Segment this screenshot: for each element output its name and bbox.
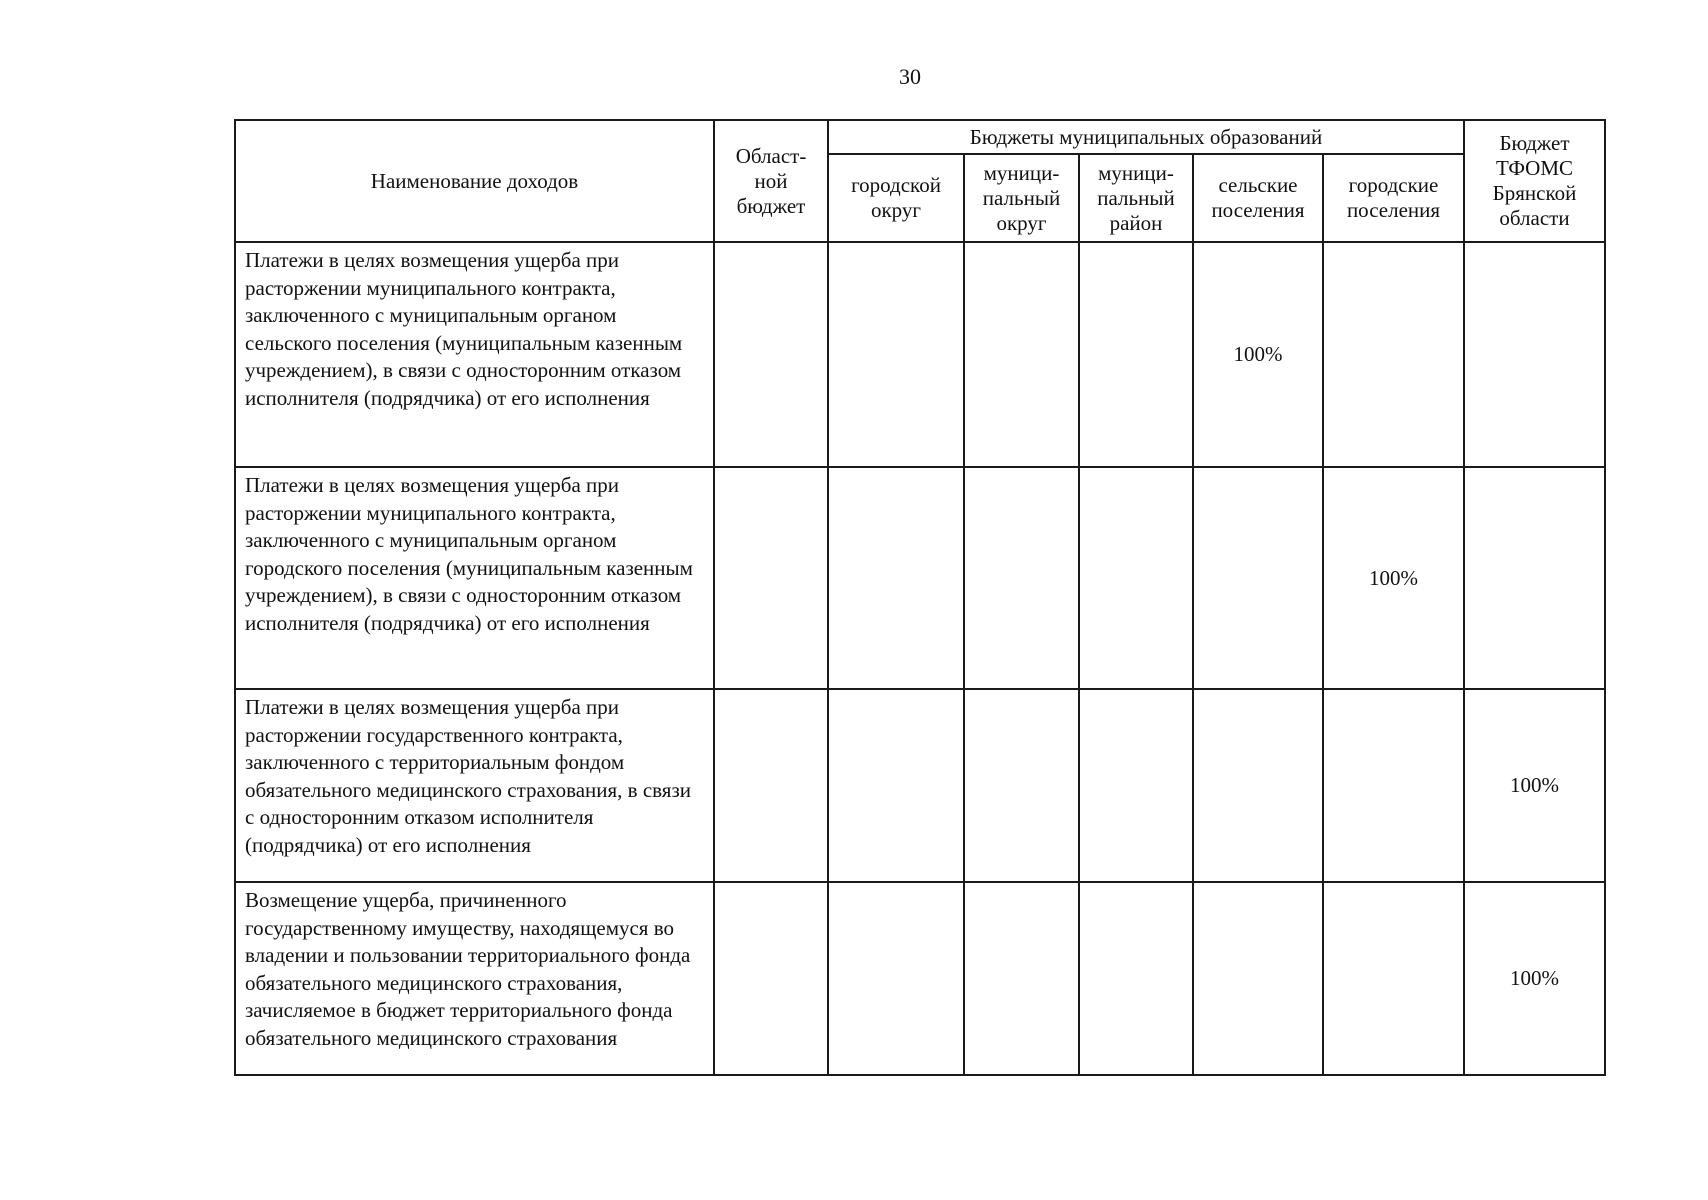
city-district-cell [828, 467, 964, 689]
rural-settlements-cell: 100% [1193, 242, 1323, 467]
regional-budget-cell [714, 882, 828, 1075]
rural-settlements-cell [1193, 467, 1323, 689]
regional-budget-cell [714, 242, 828, 467]
municipal-rayon-cell [1079, 467, 1193, 689]
tfoms-budget-cell: 100% [1464, 689, 1605, 882]
city-district-cell [828, 882, 964, 1075]
regional-budget-cell [714, 689, 828, 882]
income-name-cell: Платежи в целях возмещения ущерба при расторжении муниципального контракта, заключенного с муниципальным органом городского поселения (муниципальным казенным учреждением), в связи с односторонним отказом исполнителя (подрядчика) от его исполнения [235, 467, 714, 689]
tfoms-budget-cell [1464, 467, 1605, 689]
header-rural-settlements: сельские поселения [1193, 154, 1323, 242]
city-district-cell [828, 689, 964, 882]
header-municipal-rayon: муници- пальный район [1079, 154, 1193, 242]
header-regional-budget-label: Област- ной бюджет [735, 143, 807, 218]
rural-settlements-cell [1193, 689, 1323, 882]
urban-settlements-cell [1323, 882, 1464, 1075]
table-row [235, 882, 1605, 1075]
table-row [235, 467, 1605, 689]
table-row [235, 242, 1605, 467]
tfoms-budget-cell [1464, 242, 1605, 467]
municipal-okrug-cell [964, 242, 1079, 467]
table-row [235, 689, 1605, 882]
header-municipal-okrug: муници- пальный округ [964, 154, 1079, 242]
municipal-okrug-cell [964, 882, 1079, 1075]
regional-budget-cell [714, 467, 828, 689]
header-row-top [235, 120, 1605, 154]
header-tfoms-budget [1464, 120, 1605, 242]
municipal-rayon-cell [1079, 882, 1193, 1075]
tfoms-budget-cell: 100% [1464, 882, 1605, 1075]
income-name-cell: Платежи в целях возмещения ущерба при расторжении муниципального контракта, заключенного с муниципальным органом сельского поселения (муниципальным казенным учреждением), в связи с односторонним отказом исполнителя (подрядчика) от его исполнения [235, 242, 714, 467]
header-city-district: городской округ [828, 154, 964, 242]
municipal-okrug-cell [964, 467, 1079, 689]
income-distribution-table [234, 119, 1606, 1076]
municipal-okrug-cell [964, 689, 1079, 882]
municipal-rayon-cell [1079, 242, 1193, 467]
header-tfoms-label: Бюджет ТФОМС Брянской области [1492, 131, 1577, 230]
municipal-rayon-cell [1079, 689, 1193, 882]
income-name-cell: Возмещение ущерба, причиненного государственному имуществу, находящемуся во владении и пользовании территориального фонда обязательного медицинского страхования, зачисляемое в бюджет территориального фонда обязательного медицинского страхования [235, 882, 714, 1075]
urban-settlements-cell [1323, 242, 1464, 467]
urban-settlements-cell [1323, 689, 1464, 882]
header-regional-budget [714, 120, 828, 242]
header-municipal-budgets: Бюджеты муниципальных образований [828, 120, 1464, 154]
header-urban-settlements: городские поселения [1323, 154, 1464, 242]
income-name-cell: Платежи в целях возмещения ущерба при расторжении государственного контракта, заключенного с территориальным фондом обязательного медицинского страхования, в связи с односторонним отказом исполнителя (подрядчика) от его исполнения [235, 689, 714, 882]
city-district-cell [828, 242, 964, 467]
header-income-name: Наименование доходов [235, 120, 714, 242]
rural-settlements-cell [1193, 882, 1323, 1075]
urban-settlements-cell: 100% [1323, 467, 1464, 689]
page-number: 30 [899, 64, 921, 89]
